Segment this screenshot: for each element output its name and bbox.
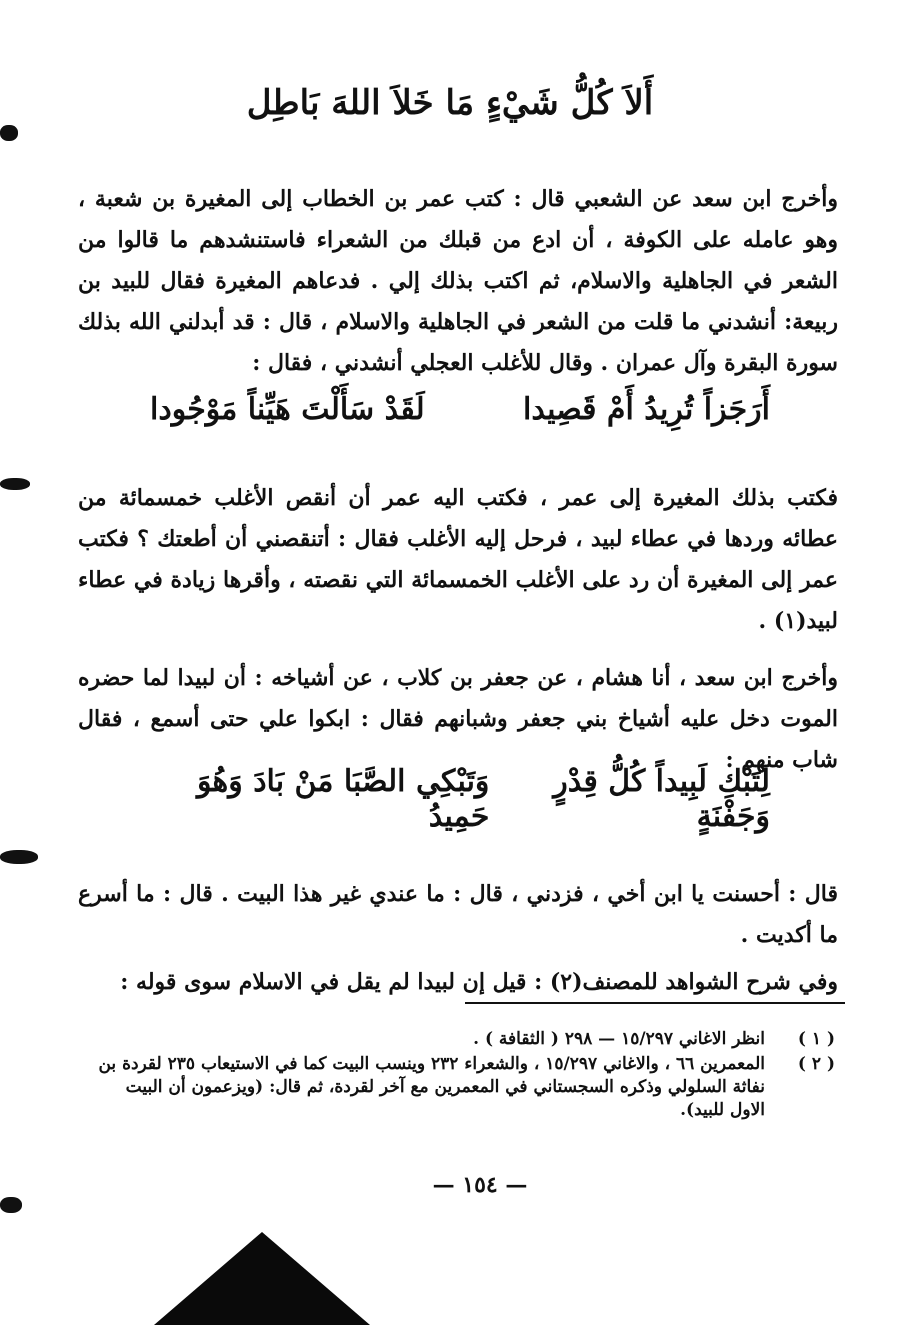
paragraph-3: وأخرج ابن سعد ، أنا هشام ، عن جعفر بن كلاب ، عن أشياخه : أن لبيدا لما حضره الموت دخل عليه أشياخ بني جعفر وشبانهم فقال : ابكوا علي حتى أسمع ، فقال شاب منهم : xyxy=(78,665,838,773)
paragraph-4: قال : أحسنت يا ابن أخي ، فزدني ، قال : ما عندي غير هذا البيت . قال : ما أسرع ما أكديت . xyxy=(78,881,838,948)
paragraph-1: وأخرج ابن سعد عن الشعبي قال : كتب عمر بن الخطاب إلى المغيرة بن شعبة ، وهو عامله على الكوفة ، أن ادع من قبلك من الشعراء فاستنشدهم ما قالوا من الشعر في الجاهلية والاسلام، ثم اكتب بذلك إلي . فدعاهم المغيرة فقال للبيد بن ربيعة: أنشدني ما قلت من الشعر في الجاهلية والاسلام ، قال : قد أبدلني الله بذلك سورة البقرة وآل عمران . وقال للأغلب العجلي أنشدني ، فقال : xyxy=(78,186,838,376)
poem-verse-1-second-hemistich: لَقَدْ سَأَلْتَ هَيِّناً مَوْجُودا xyxy=(150,391,425,427)
header-verse: أَلاَ كُلُّ شَيْءٍ مَا خَلاَ اللهَ بَاطِل xyxy=(246,83,654,123)
footnote-1-number: ( ١ ) xyxy=(797,1029,835,1049)
page-number: — ١٥٤ — xyxy=(432,1172,528,1198)
scan-smudge xyxy=(0,125,18,141)
scan-smudge xyxy=(0,850,38,864)
scan-corner-shadow xyxy=(130,1232,370,1325)
poem-verse-2-first-hemistich: لِتَبْكِ لَبِيداً كُلُّ قِدْرٍ وَجَفْنَةٍ xyxy=(553,764,770,834)
poem-verse-2-second-hemistich: وَتَبْكِي الصَّبَا مَنْ بَادَ وَهُوَ حَمِيدُ xyxy=(196,764,490,834)
footnote-divider xyxy=(465,1002,845,1004)
footnote-1-text: انظر الاغاني ١٥/٢٩٧ — ٢٩٨ ( الثقافة ) . xyxy=(473,1029,765,1049)
paragraph-2: فكتب بذلك المغيرة إلى عمر ، فكتب اليه عمر أن أنقص الأغلب خمسمائة من عطائه وردها في عطاء لبيد ، فرحل إليه الأغلب فقال : أتنقصني أن أطعتك ؟ فكتب عمر إلى المغيرة أن رد على الأغلب الخمسمائة التي نقصته ، وأقرها زيادة في عطاء لبيد(١) . xyxy=(78,485,838,634)
footnote-2 xyxy=(95,1053,835,1122)
scan-smudge xyxy=(0,1197,22,1213)
scan-smudge xyxy=(0,478,30,490)
paragraph-5: وفي شرح الشواهد للمصنف(٢) : قيل إن لبيدا لم يقل في الاسلام سوى قوله : xyxy=(120,969,838,995)
poem-verse-1 xyxy=(150,382,770,436)
footnote-2-text: المعمرين ٦٦ ، والاغاني ١٥/٢٩٧ ، والشعراء ٢٣٢ وينسب البيت كما في الاستيعاب ٢٣٥ لقردة بن نفاثة السلولي وذكره السجستاني في المعمرين مع آخر لقردة، ثم قال: (ويزعمون أن البيت الاول للبيد). xyxy=(98,1054,765,1120)
footnotes xyxy=(95,1028,835,1124)
poem-verse-1-first-hemistich: أَرَجَزاً تُرِيدُ أَمْ قَصِيدا xyxy=(523,391,770,427)
footnote-2-number: ( ٢ ) xyxy=(797,1054,835,1074)
poem-verse-2 xyxy=(150,764,770,834)
footnote-1 xyxy=(95,1028,835,1051)
